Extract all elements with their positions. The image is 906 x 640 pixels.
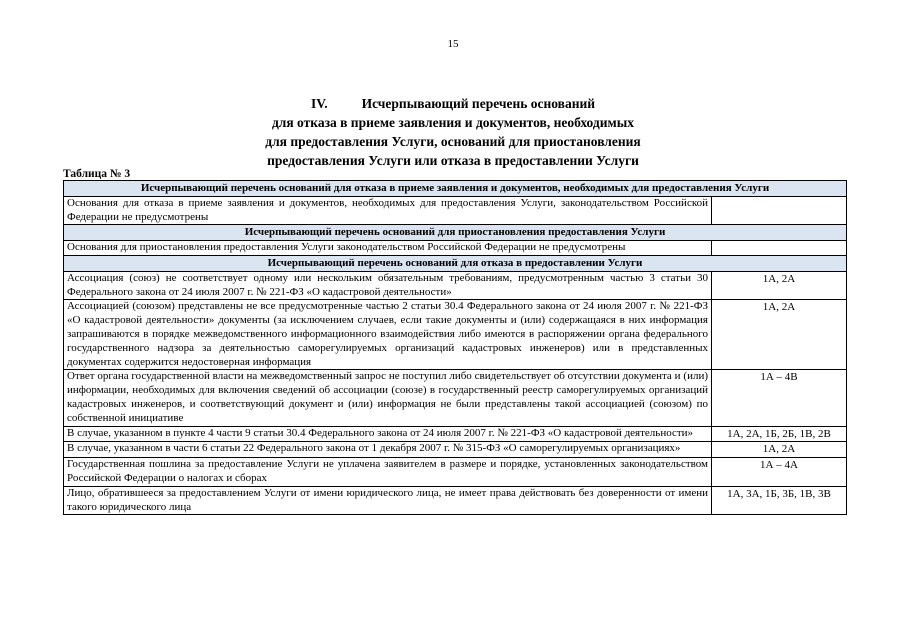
section-header-row bbox=[64, 181, 847, 197]
reason-cell: Ассоциацией (союзом) представлены не все предусмотренные частью 2 статьи 30.4 Федерального закона от 24 июля 2007 г. № 221-ФЗ «О кадастровой деятельности» документы (за исключением случаев, если такие документы и (или) содержащаяся в них информация запрашиваются в порядке межведомственного информационного взаимодействия либо имеются в распоряжении органа федерального государственного надзора за деятельностью саморегулируемых организаций кадастровых инженеров) или в представленных документах содержится недостоверная информация bbox=[64, 300, 712, 370]
table-row bbox=[64, 196, 847, 225]
grounds-table bbox=[63, 180, 847, 515]
reason-cell: Ассоциация (союз) не соответствует одному или нескольким обязательным требованиям, предусмотренным частью 3 статьи 30 Федерального закона от 24 июля 2007 г. № 221-ФЗ «О кадастровой деятельности» bbox=[64, 271, 712, 300]
section-header-row bbox=[64, 255, 847, 271]
codes-cell bbox=[712, 241, 847, 256]
table-row bbox=[64, 442, 847, 458]
heading-line-2: для отказа в приеме заявления и документов, необходимых bbox=[271, 115, 635, 130]
table-row bbox=[64, 486, 847, 515]
codes-cell: 1А, 3А, 1Б, 3Б, 1В, 3В bbox=[712, 486, 847, 515]
table-row bbox=[64, 370, 847, 426]
heading-line-4: предоставления Услуги или отказа в предоставлении Услуги bbox=[267, 153, 639, 168]
codes-cell: 1А, 2А bbox=[712, 271, 847, 300]
table-row bbox=[64, 426, 847, 442]
table-label: Таблица № 3 bbox=[63, 168, 131, 180]
codes-cell bbox=[712, 196, 847, 225]
reason-cell: Лицо, обратившееся за предоставлением Услуги от имени юридического лица, не имеет права действовать без доверенности от имени такого юридического лица bbox=[64, 486, 712, 515]
codes-cell: 1А, 2А bbox=[712, 442, 847, 458]
section-title: Исчерпывающий перечень оснований для приостановления предоставления Услуги bbox=[64, 225, 847, 241]
table-row bbox=[64, 300, 847, 370]
reason-cell: Ответ органа государственной власти на межведомственный запрос не поступил либо свидетельствует об отсутствии документа и (или) информации, необходимых для включения сведений об ассоциации (союзе) в государственный реестр саморегулируемых организаций кадастровых инженеров, и соответствующий документ и (или) информация не были представлены такой ассоциацией (союзом) по собственной инициативе bbox=[64, 370, 712, 426]
reason-cell: В случае, указанном в части 6 статьи 22 Федерального закона от 1 декабря 2007 г. № 315-ФЗ «О саморегулируемых организациях» bbox=[64, 442, 712, 458]
codes-cell: 1А, 2А, 1Б, 2Б, 1В, 2В bbox=[712, 426, 847, 442]
section-header-row bbox=[64, 225, 847, 241]
reason-cell: Основания для отказа в приеме заявления и документов, необходимых для предоставления Услуги, законодательством Российской Федерации не предусмотрены bbox=[64, 196, 712, 225]
heading-line-1 bbox=[0, 94, 906, 113]
reason-cell: Государственная пошлина за предоставление Услуги не уплачена заявителем в размере и порядке, установленных законодательством Российской Федерации о налогах и сборах bbox=[64, 458, 712, 487]
codes-cell: 1А, 2А bbox=[712, 300, 847, 370]
reason-cell: Основания для приостановления предоставления Услуги законодательством Российской Федерации не предусмотрены bbox=[64, 241, 712, 256]
section-heading bbox=[0, 94, 906, 170]
table-row bbox=[64, 271, 847, 300]
table-row bbox=[64, 241, 847, 256]
page-number: 15 bbox=[447, 38, 459, 50]
codes-cell: 1А – 4А bbox=[712, 458, 847, 487]
heading-roman-numeral: IV. bbox=[310, 96, 328, 111]
table-row bbox=[64, 458, 847, 487]
section-title: Исчерпывающий перечень оснований для отказа в приеме заявления и документов, необходимых для предоставления Услуги bbox=[64, 181, 847, 197]
reason-cell: В случае, указанном в пункте 4 части 9 статьи 30.4 Федерального закона от 24 июля 2007 г. № 221-ФЗ «О кадастровой деятельности» bbox=[64, 426, 712, 442]
codes-cell: 1А – 4В bbox=[712, 370, 847, 426]
section-title: Исчерпывающий перечень оснований для отказа в предоставлении Услуги bbox=[64, 255, 847, 271]
heading-line-1-text: Исчерпывающий перечень оснований bbox=[361, 96, 596, 111]
heading-line-3: для предоставления Услуги, оснований для приостановления bbox=[265, 134, 641, 149]
